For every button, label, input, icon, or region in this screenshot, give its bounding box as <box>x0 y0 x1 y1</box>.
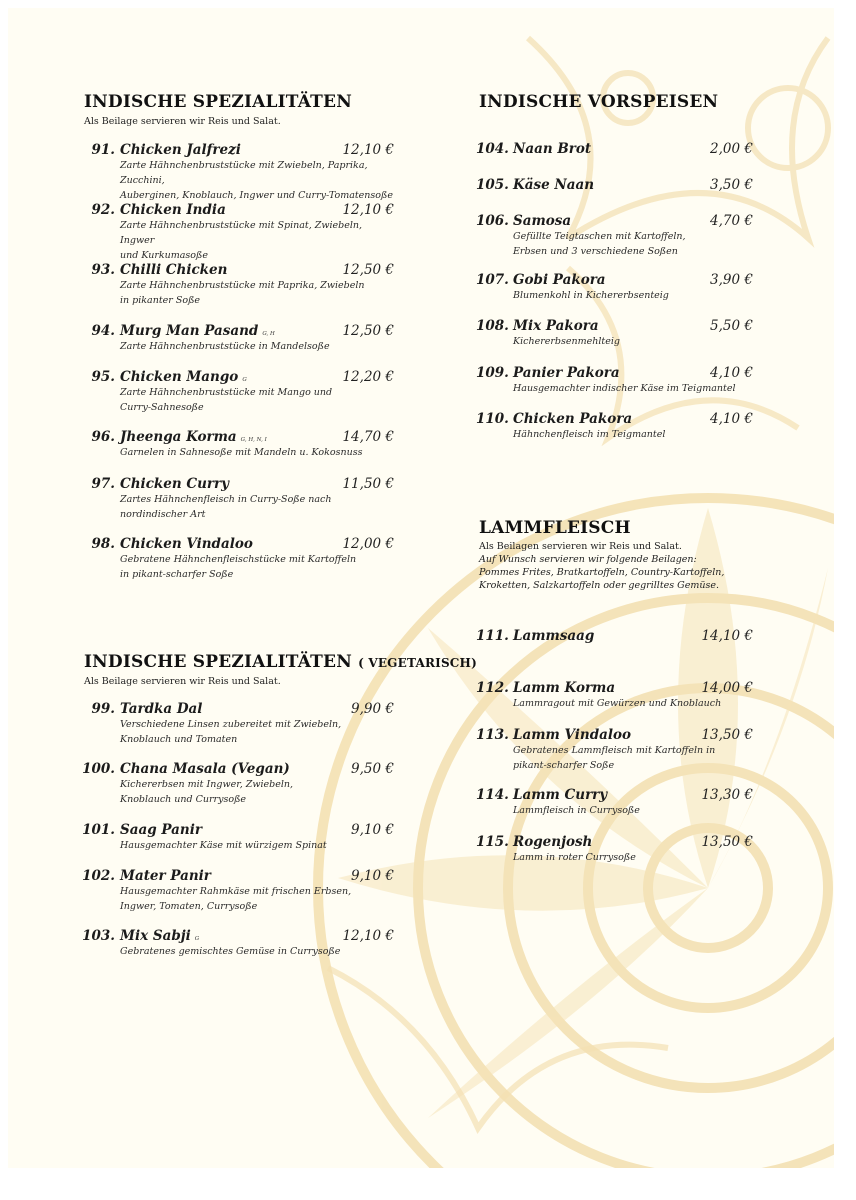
item-price: 12,20 € <box>342 369 394 385</box>
item-name: Rogenjosh <box>513 834 593 850</box>
item-number: 102. <box>82 868 115 884</box>
item-description: Gebratene Hähnchenfleischstücke mit Kartoffeln <box>120 554 357 565</box>
item-description: Erbsen und 3 verschiedene Soßen <box>513 246 678 257</box>
item-price: 9,50 € <box>351 761 394 777</box>
item-price: 12,10 € <box>342 142 394 158</box>
item-number: 109. <box>476 365 509 381</box>
item-number: 95. <box>91 369 115 385</box>
item-description: Garnelen in Sahnesoße mit Mandeln u. Kokosnuss <box>120 447 363 458</box>
item-description: und Kurkumasoße <box>120 250 208 261</box>
item-description: Hähnchenfleisch im Teigmantel <box>513 429 666 440</box>
menu-item <box>82 262 394 308</box>
item-name: Lamm Korma <box>513 680 616 696</box>
section-title-sub: ( VEGETARISCH) <box>358 656 477 670</box>
item-number: 106. <box>476 213 509 229</box>
menu-item <box>82 142 394 203</box>
item-price: 4,70 € <box>710 213 753 229</box>
left-column-section2 <box>84 652 477 688</box>
item-number: 113. <box>476 727 509 743</box>
item-price: 14,70 € <box>342 429 394 445</box>
right-column <box>479 92 779 112</box>
item-description: Lammfleisch in Currysoße <box>513 805 640 816</box>
menu-item <box>476 177 753 193</box>
item-number: 91. <box>91 142 115 158</box>
section-title: INDISCHE VORSPEISEN <box>479 92 719 112</box>
item-number: 94. <box>91 323 115 339</box>
item-description: Kichererbsenmehlteig <box>513 336 620 347</box>
menu-item <box>476 680 753 711</box>
menu-item <box>82 476 394 522</box>
item-price: 13,50 € <box>701 727 753 743</box>
item-description: in pikant-scharfer Soße <box>120 569 234 580</box>
item-number: 104. <box>476 141 509 157</box>
menu-item <box>476 628 753 644</box>
item-description: Gebratenes gemischtes Gemüse in Currysoße <box>120 946 341 957</box>
item-description: nordindischer Art <box>120 509 206 520</box>
item-name: Murg Man Pasand <box>120 323 259 339</box>
section-title: INDISCHE SPEZIALITÄTEN <box>84 92 352 112</box>
item-number: 103. <box>82 928 115 944</box>
item-price: 9,10 € <box>351 822 394 838</box>
item-number: 108. <box>476 318 509 334</box>
item-name: Gobi Pakora <box>513 272 606 288</box>
item-name: Chicken Pakora <box>513 411 633 427</box>
item-price: 9,10 € <box>351 868 394 884</box>
item-name: Chicken Vindaloo <box>120 536 253 552</box>
menu-item <box>476 141 753 157</box>
item-description: in pikanter Soße <box>120 295 201 306</box>
item-price: 3,90 € <box>710 272 753 288</box>
item-name: Mix Pakora <box>513 318 599 334</box>
item-description: Zarte Hähnchenbruststücke mit Paprika, Zwiebeln <box>120 280 365 291</box>
item-description: Curry-Sahnesoße <box>120 402 204 413</box>
item-description: Zarte Hähnchenbruststücke mit Spinat, Zwiebeln, Ingwer <box>120 220 363 246</box>
menu-item <box>82 822 394 853</box>
item-name: Käse Naan <box>513 177 595 193</box>
item-number: 114. <box>476 787 509 803</box>
item-price: 4,10 € <box>710 365 753 381</box>
item-price: 11,50 € <box>342 476 394 492</box>
item-price: 12,10 € <box>342 202 394 218</box>
menu-item <box>82 701 394 747</box>
item-number: 97. <box>91 476 115 492</box>
item-price: 2,00 € <box>710 141 753 157</box>
menu-item <box>476 411 753 442</box>
item-price: 9,90 € <box>351 701 394 717</box>
menu-item <box>476 318 753 349</box>
menu-item <box>82 323 394 354</box>
item-description: Knoblauch und Tomaten <box>120 734 238 745</box>
item-description: Gefüllte Teigtaschen mit Kartoffeln, <box>513 231 686 242</box>
item-description: Hausgemachter Rahmkäse mit frischen Erbsen, <box>120 886 352 897</box>
item-description: pikant-scharfer Soße <box>513 760 615 771</box>
item-description: Lamm in roter Currysoße <box>513 852 636 863</box>
section-note-line: Als Beilagen servieren wir Reis und Salat. <box>479 541 682 552</box>
item-name: Chicken India <box>120 202 226 218</box>
section-note-line: Pommes Frites, Bratkartoffeln, Country-Kartoffeln, <box>479 567 725 578</box>
item-number: 98. <box>91 536 115 552</box>
menu-item <box>476 834 753 865</box>
section-title-main: INDISCHE SPEZIALITÄTEN <box>84 652 352 672</box>
item-name: Lammsaag <box>513 628 595 644</box>
item-number: 105. <box>476 177 509 193</box>
menu-item <box>476 365 753 396</box>
item-price: 12,10 € <box>342 928 394 944</box>
allergen-tag: G <box>242 377 247 383</box>
item-number: 111. <box>476 628 509 644</box>
item-description: Blumenkohl in Kichererbsenteig <box>513 290 669 301</box>
item-number: 110. <box>476 411 509 427</box>
item-name: Chicken Mango <box>120 369 239 385</box>
item-description: Ingwer, Tomaten, Currysoße <box>120 901 258 912</box>
section-title <box>84 652 477 672</box>
section-note-line: Auf Wunsch servieren wir folgende Beilagen: <box>479 554 697 565</box>
item-name: Naan Brot <box>513 141 592 157</box>
item-name: Mix Sabji <box>120 928 191 944</box>
allergen-tag: G, H <box>262 331 275 337</box>
menu-item <box>82 761 394 807</box>
item-name: Chilli Chicken <box>120 262 228 278</box>
item-number: 96. <box>91 429 115 445</box>
item-name: Chicken Jalfrezi <box>120 142 241 158</box>
item-price: 14,00 € <box>701 680 753 696</box>
section-note <box>479 540 799 592</box>
item-name: Panier Pakora <box>513 365 620 381</box>
item-name: Chana Masala (Vegan) <box>120 761 290 777</box>
item-price: 5,50 € <box>710 318 753 334</box>
item-price: 12,50 € <box>342 262 394 278</box>
item-description: Zarte Hähnchenbruststücke mit Zwiebeln, Paprika, Zucchini, <box>120 160 368 186</box>
item-price: 13,30 € <box>701 787 753 803</box>
section-note: Als Beilage servieren wir Reis und Salat. <box>84 116 281 127</box>
item-description: Knoblauch und Currysoße <box>120 794 247 805</box>
item-number: 112. <box>476 680 509 696</box>
menu-item <box>82 369 394 415</box>
item-price: 12,00 € <box>342 536 394 552</box>
section-title: LAMMFLEISCH <box>479 518 631 538</box>
right-column-section2 <box>479 518 799 592</box>
item-description: Zarte Hähnchenbruststücke mit Mango und <box>120 387 333 398</box>
menu-item <box>82 928 394 959</box>
item-name: Lamm Curry <box>513 787 608 803</box>
allergen-tag: G, H, N, I <box>240 437 267 443</box>
item-description: Gebratenes Lammfleisch mit Kartoffeln in <box>513 745 716 756</box>
item-number: 92. <box>91 202 115 218</box>
item-number: 101. <box>82 822 115 838</box>
item-name: Samosa <box>513 213 572 229</box>
menu-item <box>476 213 753 259</box>
menu-item <box>82 429 394 460</box>
item-number: 115. <box>476 834 509 850</box>
item-name: Chicken Curry <box>120 476 229 492</box>
menu-page <box>8 8 834 1168</box>
item-name: Jheenga Korma <box>120 429 237 445</box>
item-number: 93. <box>91 262 115 278</box>
item-name: Lamm Vindaloo <box>513 727 632 743</box>
menu-item <box>82 536 394 582</box>
item-number: 107. <box>476 272 509 288</box>
item-description: Verschiedene Linsen zubereitet mit Zwiebeln, <box>120 719 342 730</box>
item-description: Zarte Hähnchenbruststücke in Mandelsoße <box>120 341 330 352</box>
item-description: Kichererbsen mit Ingwer, Zwiebeln, <box>120 779 294 790</box>
menu-item <box>476 727 753 773</box>
menu-item <box>82 202 394 263</box>
item-number: 100. <box>82 761 115 777</box>
item-price: 12,50 € <box>342 323 394 339</box>
item-name: Mater Panir <box>120 868 211 884</box>
section-note: Als Beilage servieren wir Reis und Salat. <box>84 676 281 687</box>
menu-item <box>476 787 753 818</box>
item-number: 99. <box>91 701 115 717</box>
menu-item <box>476 272 753 303</box>
item-description: Zartes Hähnchenfleisch in Curry-Soße nach <box>120 494 332 505</box>
item-description: Hausgemachter Käse mit würzigem Spinat <box>120 840 327 851</box>
item-description: Lammragout mit Gewürzen und Knoblauch <box>513 698 722 709</box>
item-name: Saag Panir <box>120 822 202 838</box>
item-price: 4,10 € <box>710 411 753 427</box>
item-name: Tardka Dal <box>120 701 203 717</box>
item-price: 3,50 € <box>710 177 753 193</box>
item-price: 13,50 € <box>701 834 753 850</box>
item-description: Auberginen, Knoblauch, Ingwer und Curry-Tomatensoße <box>120 190 393 201</box>
item-price: 14,10 € <box>701 628 753 644</box>
allergen-tag: G <box>194 936 200 942</box>
section-note-line: Kroketten, Salzkartoffeln oder gegrilltes Gemüse. <box>479 580 720 591</box>
menu-item <box>82 868 394 914</box>
item-description: Hausgemachter indischer Käse im Teigmantel <box>513 383 736 394</box>
left-column <box>84 92 394 128</box>
